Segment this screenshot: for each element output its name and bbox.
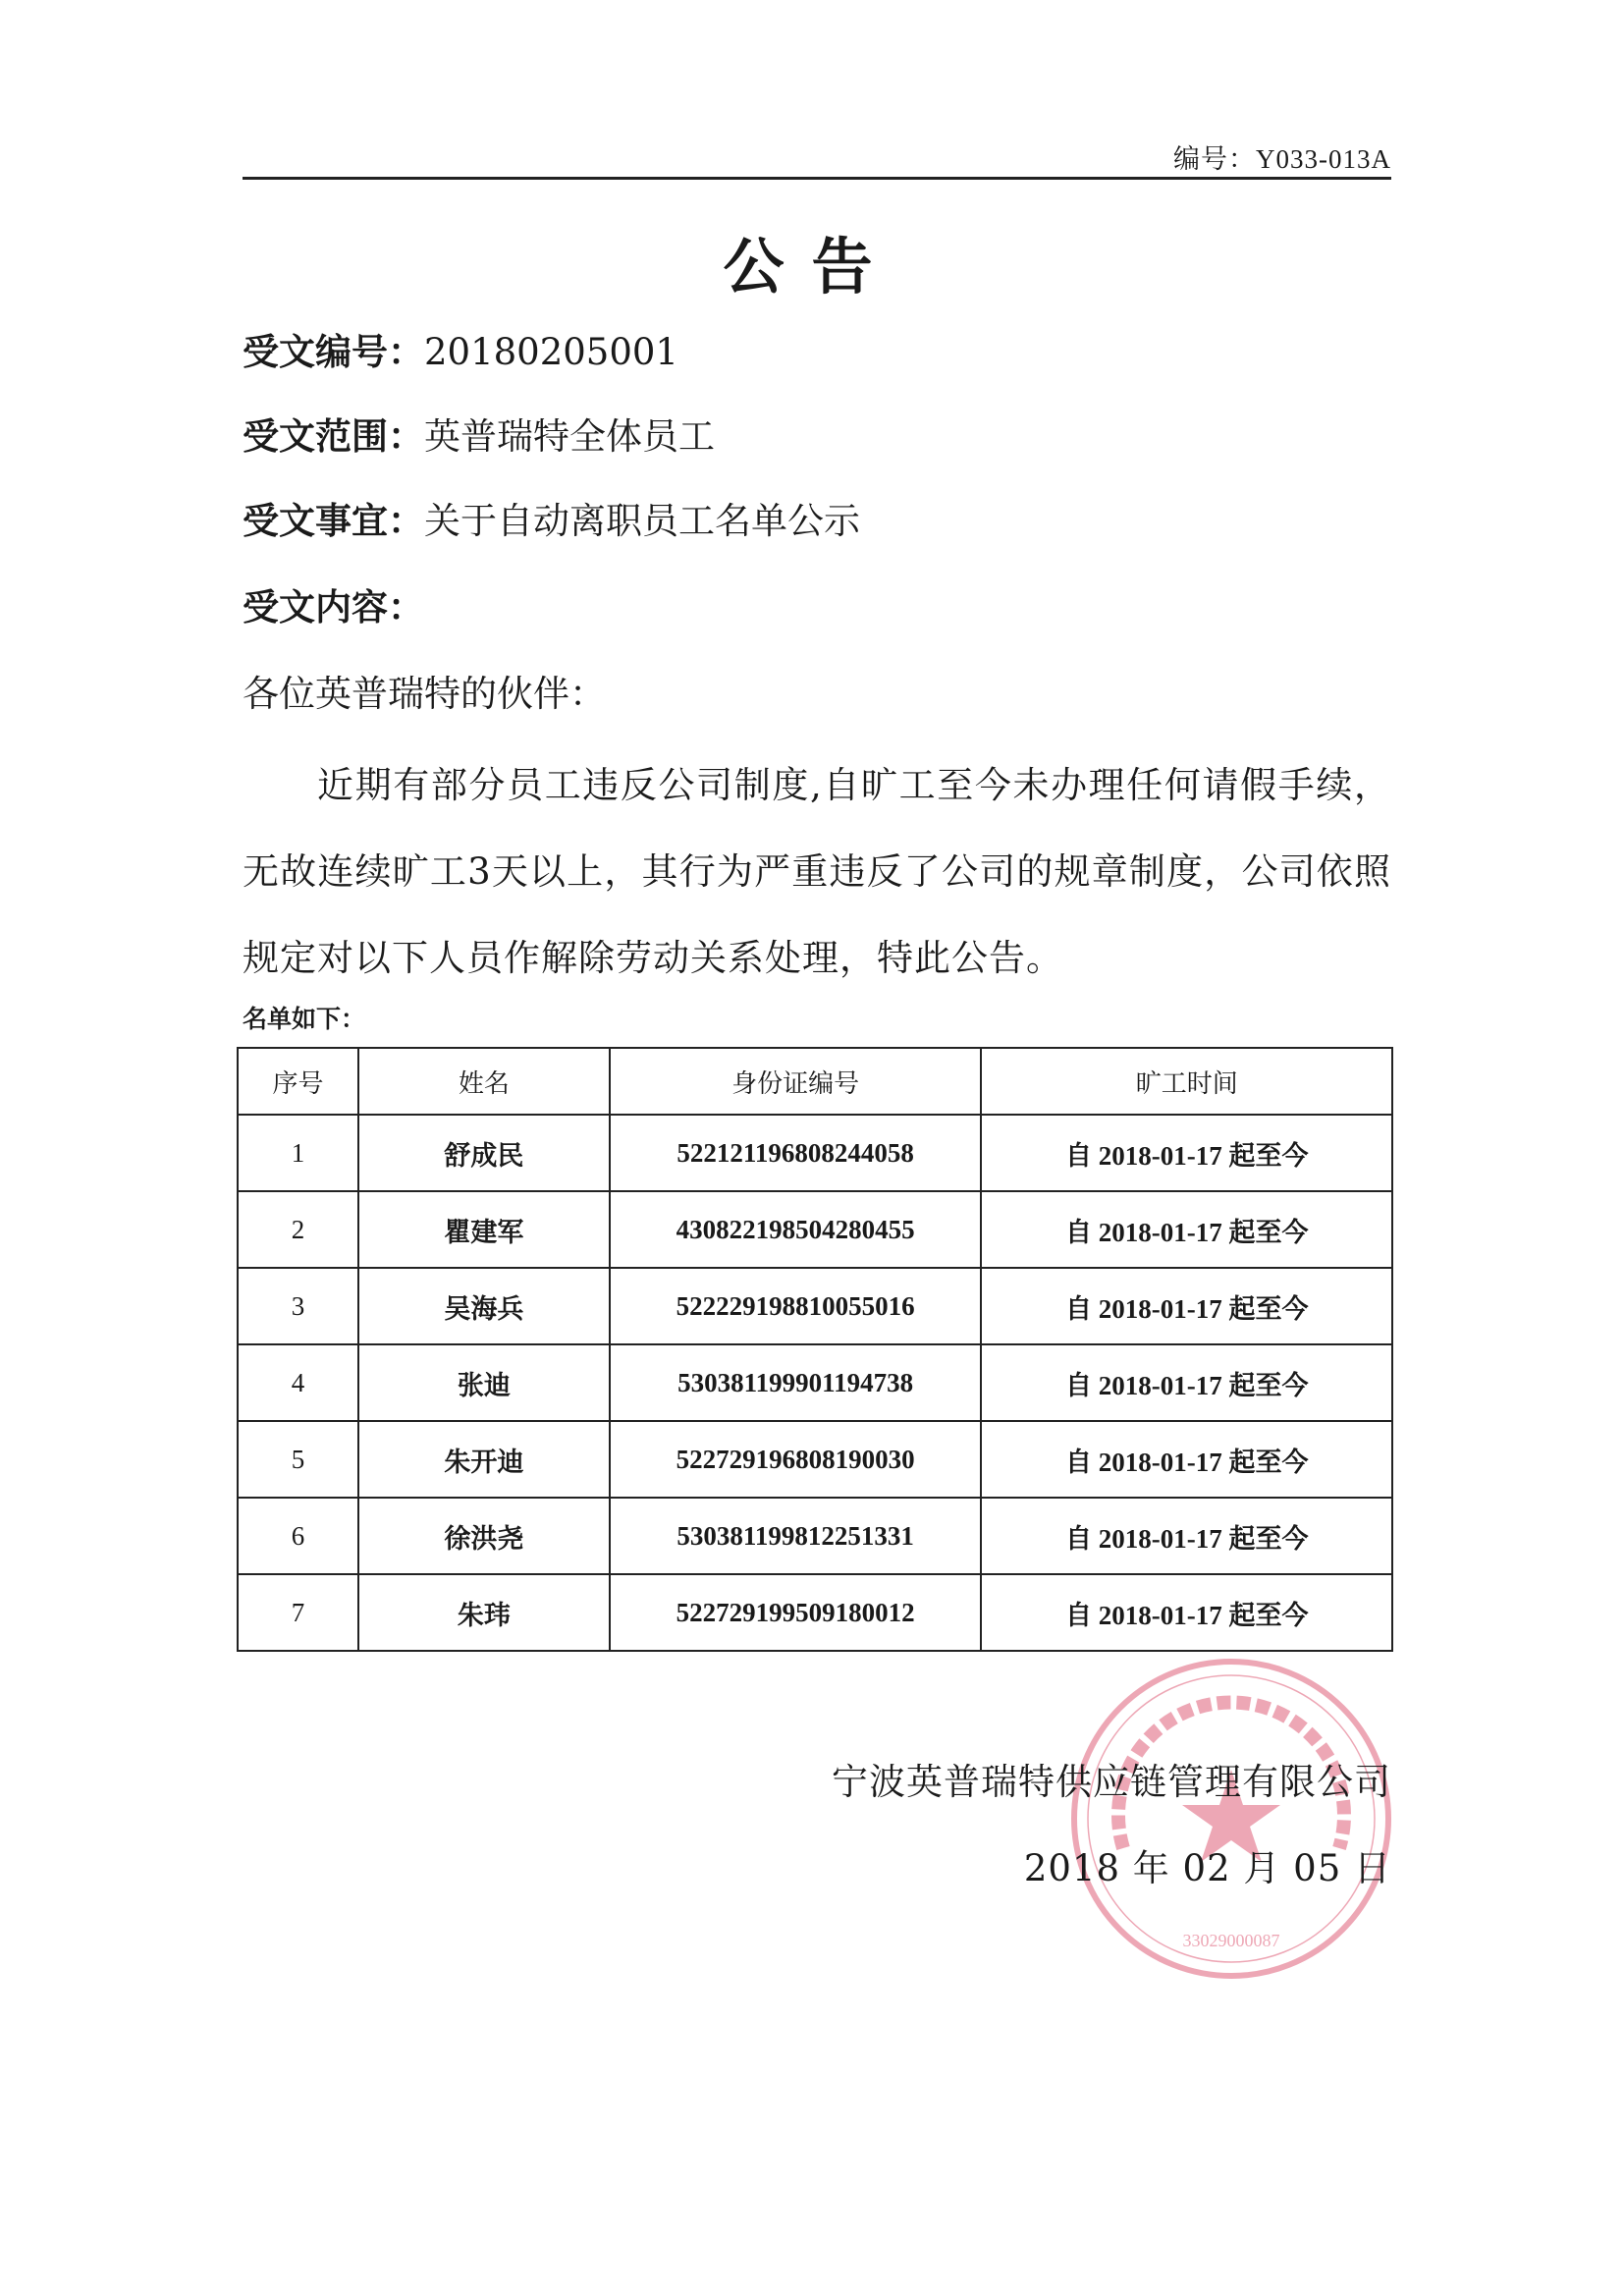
table-row — [238, 1498, 1392, 1574]
field-document-number-value: 20180205001 — [424, 331, 678, 373]
cell-absence-time: 自 2018-01-17 起至今 — [981, 1115, 1392, 1191]
table-row — [238, 1421, 1392, 1498]
cell-name: 舒成民 — [358, 1115, 610, 1191]
cell-number: 4 — [238, 1344, 358, 1421]
cell-number: 1 — [238, 1115, 358, 1191]
header-name: 姓名 — [358, 1048, 610, 1115]
header-id-number: 身份证编号 — [610, 1048, 982, 1115]
cell-number: 5 — [238, 1421, 358, 1498]
issue-date: 2018 年 02 月 05 日 — [1023, 1847, 1391, 1889]
cell-number: 3 — [238, 1268, 358, 1344]
greeting: 各位英普瑞特的伙伴： — [243, 673, 606, 715]
cell-number: 2 — [238, 1191, 358, 1268]
table-row — [238, 1268, 1392, 1344]
table-header-row — [238, 1048, 1392, 1115]
cell-absence-time: 自 2018-01-17 起至今 — [981, 1421, 1392, 1498]
field-content — [243, 577, 424, 630]
cell-absence-time: 自 2018-01-17 起至今 — [981, 1574, 1392, 1651]
header-rule — [243, 177, 1391, 180]
cell-id-number: 530381199812251331 — [610, 1498, 982, 1574]
cell-number: 6 — [238, 1498, 358, 1574]
table-row — [238, 1574, 1392, 1651]
field-scope-label: 受文范围： — [243, 415, 424, 458]
cell-name: 朱开迪 — [358, 1421, 610, 1498]
field-document-number — [243, 322, 678, 375]
seal-code-text: 33029000087 — [1182, 1931, 1280, 1950]
header-number: 序号 — [238, 1048, 358, 1115]
table-row — [238, 1115, 1392, 1191]
table-row — [238, 1344, 1392, 1421]
field-subject-value: 关于自动离职员工名单公示 — [424, 500, 860, 542]
field-content-label: 受文内容： — [243, 586, 424, 629]
company-seal-icon — [1064, 1652, 1398, 1986]
field-scope-value: 英普瑞特全体员工 — [424, 415, 715, 458]
cell-id-number: 522729199509180012 — [610, 1574, 982, 1651]
field-document-number-label: 受文编号： — [243, 331, 424, 373]
cell-id-number: 522729196808190030 — [610, 1421, 982, 1498]
cell-id-number: 522121196808244058 — [610, 1115, 982, 1191]
company-name: 宁波英普瑞特供应链管理有限公司 — [832, 1761, 1391, 1803]
cell-id-number: 522229198810055016 — [610, 1268, 982, 1344]
employee-table — [237, 1047, 1393, 1652]
header-absence-time: 旷工时间 — [981, 1048, 1392, 1115]
cell-absence-time: 自 2018-01-17 起至今 — [981, 1268, 1392, 1344]
cell-absence-time: 自 2018-01-17 起至今 — [981, 1498, 1392, 1574]
cell-name: 吴海兵 — [358, 1268, 610, 1344]
field-subject-label: 受文事宜： — [243, 500, 424, 542]
cell-name: 徐洪尧 — [358, 1498, 610, 1574]
cell-id-number: 430822198504280455 — [610, 1191, 982, 1268]
cell-number: 7 — [238, 1574, 358, 1651]
table-row — [238, 1191, 1392, 1268]
cell-name: 张迪 — [358, 1344, 610, 1421]
cell-name: 瞿建军 — [358, 1191, 610, 1268]
page-title: 公告 — [723, 231, 900, 302]
cell-name: 朱玮 — [358, 1574, 610, 1651]
cell-id-number: 530381199901194738 — [610, 1344, 982, 1421]
cell-absence-time: 自 2018-01-17 起至今 — [981, 1191, 1392, 1268]
list-label: 名单如下： — [243, 1005, 366, 1033]
field-subject — [243, 491, 860, 544]
document-code: 编号：Y033-013A — [1173, 144, 1391, 174]
field-scope — [243, 407, 715, 460]
body-paragraph: 近期有部分员工违反公司制度,自旷工至今未办理任何请假手续，无故连续旷工3天以上，其行为严重违反了公司的规章制度，公司依照规定对以下人员作解除劳动关系处理，特此公告。 — [243, 764, 1391, 979]
cell-absence-time: 自 2018-01-17 起至今 — [981, 1344, 1392, 1421]
